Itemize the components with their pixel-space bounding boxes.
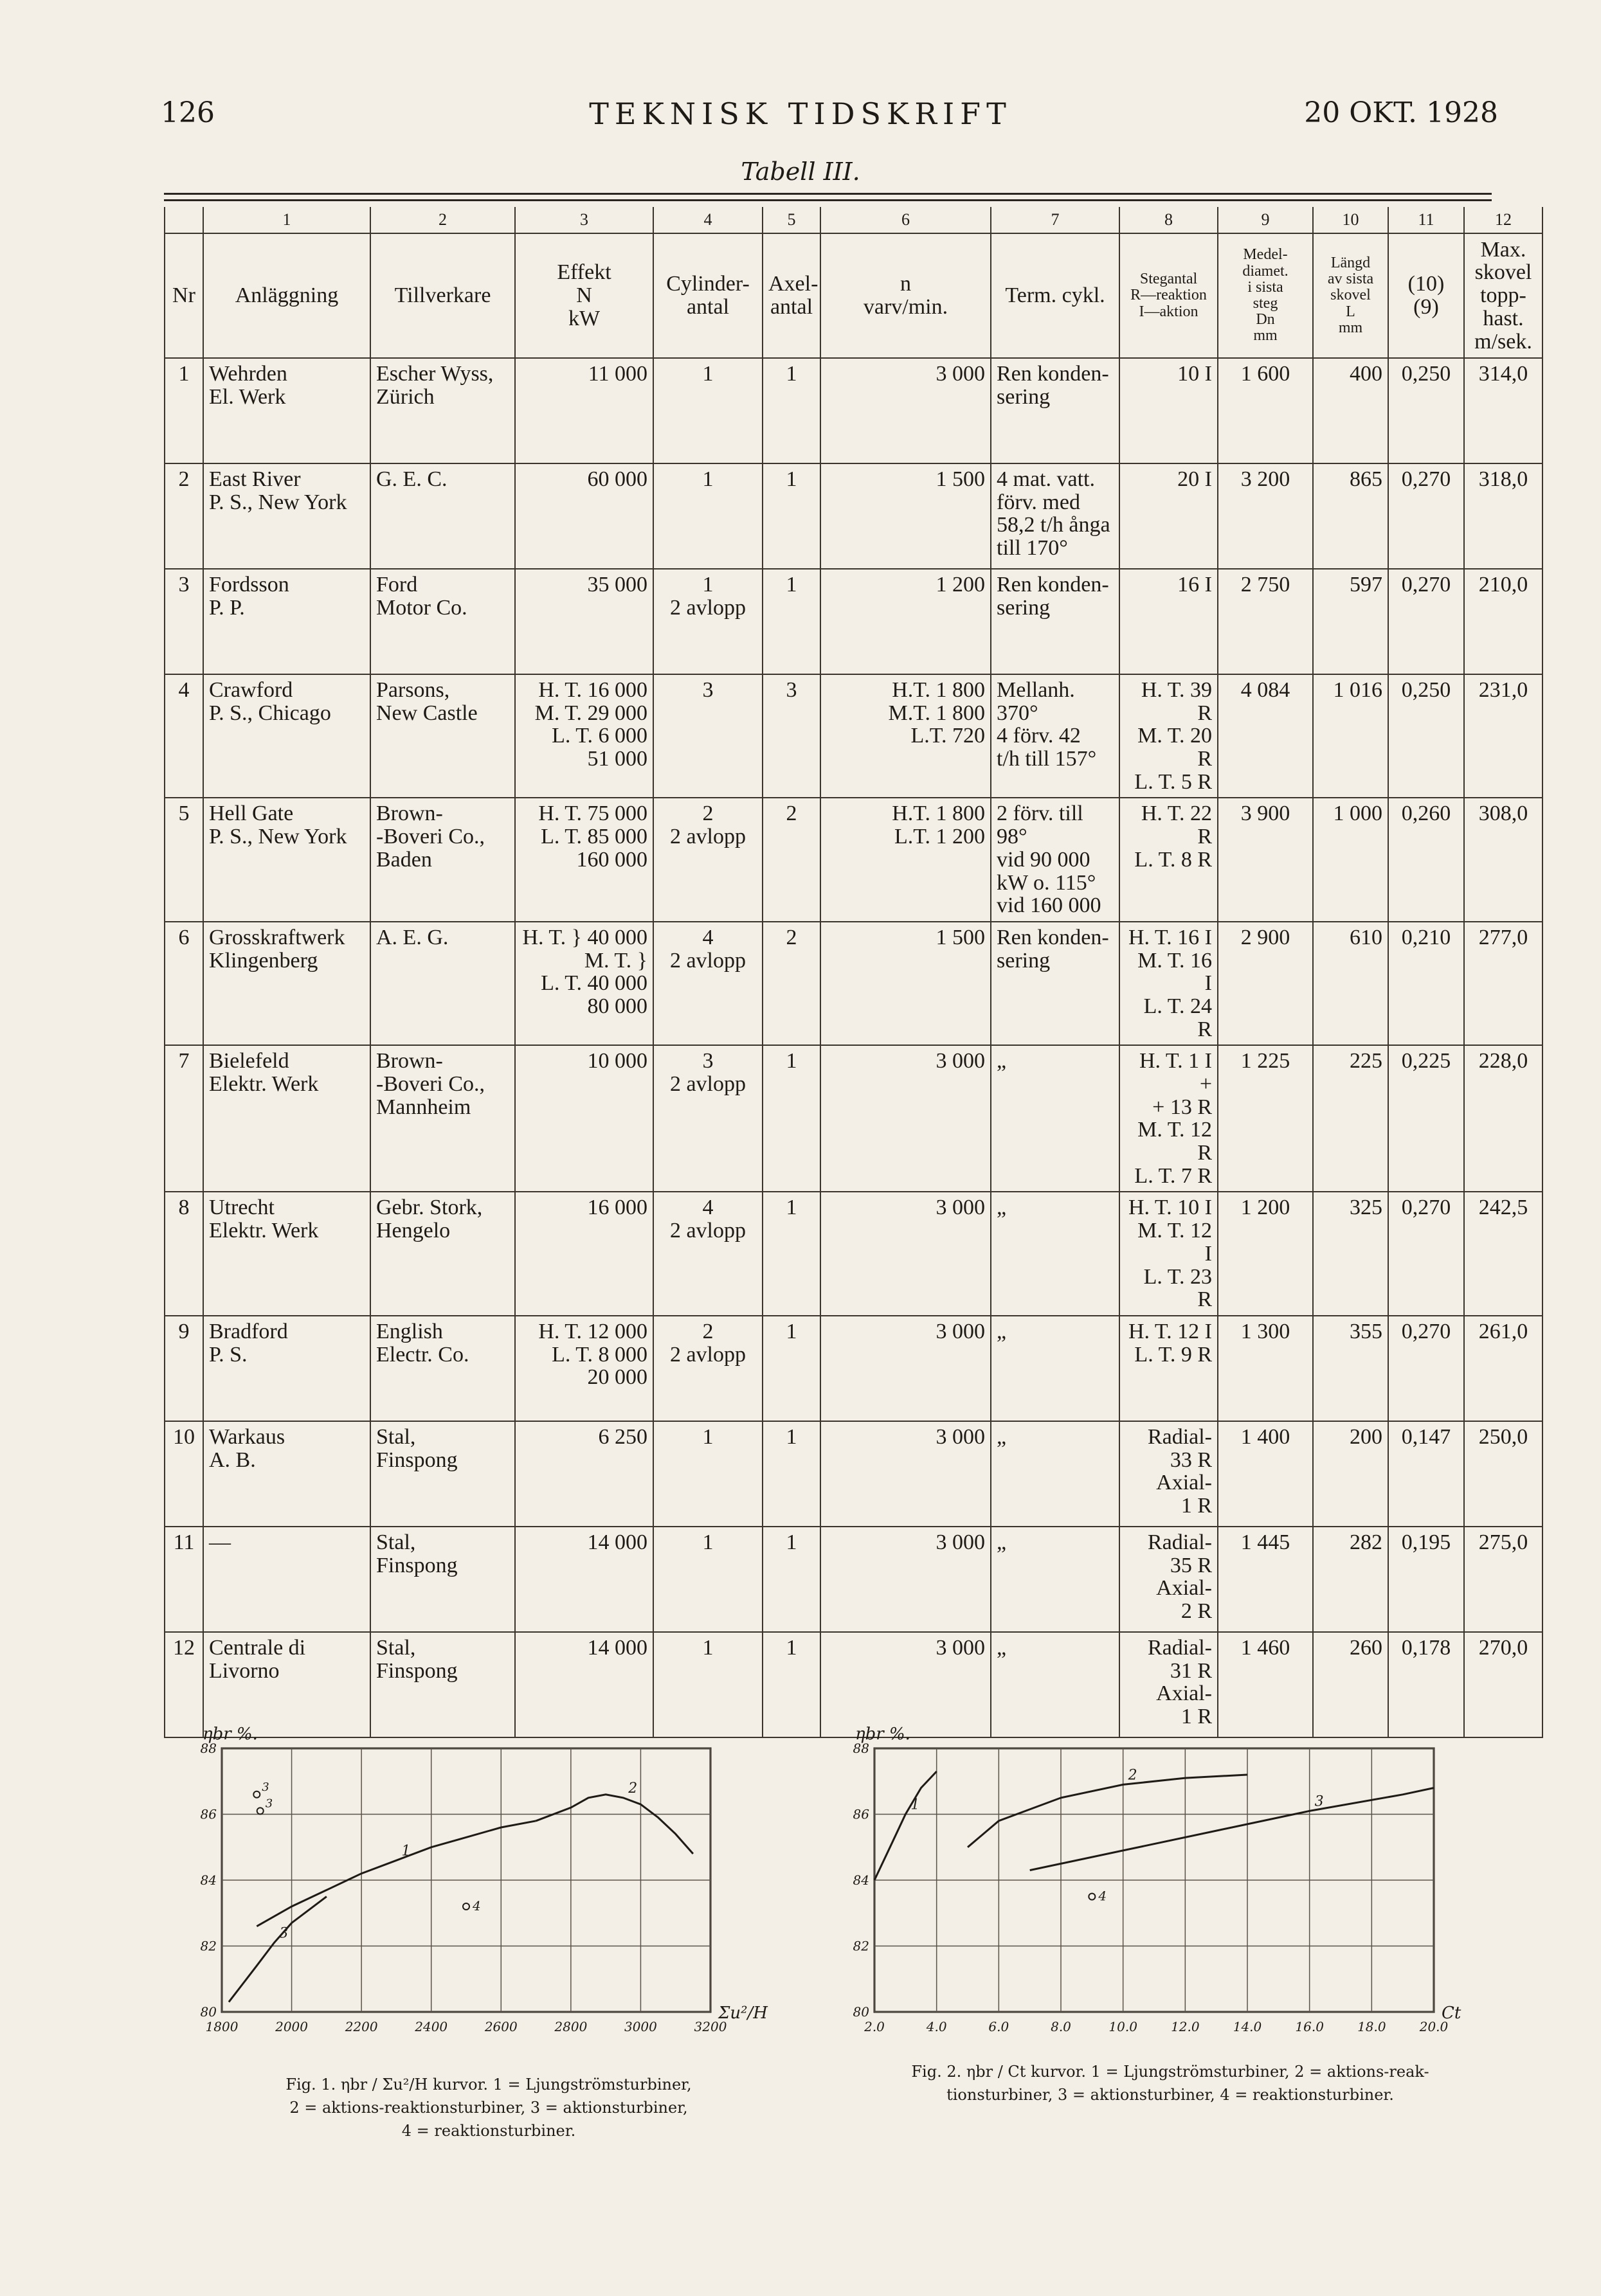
figure-2 bbox=[836, 1710, 1479, 2072]
column-number: 5 bbox=[763, 207, 820, 233]
y-tick-label: 84 bbox=[853, 1872, 869, 1888]
y-tick-label: 82 bbox=[200, 1938, 217, 1954]
series-line bbox=[968, 1775, 1247, 1847]
cycle-cell: „ bbox=[991, 1527, 1119, 1632]
tip-speed-cell: 242,5 bbox=[1464, 1192, 1542, 1315]
row-number: 11 bbox=[165, 1527, 203, 1632]
page-number: 126 bbox=[161, 96, 215, 129]
ratio-cell: 0,270 bbox=[1388, 463, 1464, 569]
blade-length-cell: 1 016 bbox=[1313, 674, 1388, 798]
x-tick-label: 2.0 bbox=[864, 2019, 885, 2034]
axles-cell: 1 bbox=[763, 1045, 820, 1192]
data-point bbox=[463, 1903, 469, 1910]
cycle-cell: Ren konden- sering bbox=[991, 358, 1119, 463]
stages-cell: 10 I bbox=[1119, 358, 1218, 463]
power-cell: 6 250 bbox=[515, 1421, 653, 1527]
x-tick-label: 3200 bbox=[694, 2019, 727, 2034]
ratio-cell: 0,210 bbox=[1388, 922, 1464, 1045]
chart-fig2 bbox=[836, 1710, 1479, 2070]
stages-cell: Radial- 35 R Axial- 2 R bbox=[1119, 1527, 1218, 1632]
cycle-cell: „ bbox=[991, 1192, 1119, 1315]
issue-date: 20 OKT. 1928 bbox=[1304, 96, 1498, 129]
power-cell: H. T. 12 000 L. T. 8 000 20 000 bbox=[515, 1316, 653, 1421]
cycle-cell: „ bbox=[991, 1045, 1119, 1192]
stages-cell: Radial- 33 R Axial- 1 R bbox=[1119, 1421, 1218, 1527]
x-tick-label: 8.0 bbox=[1051, 2019, 1071, 2034]
column-number-row bbox=[165, 207, 1542, 233]
header-blade-length: Längd av sista skovel L mm bbox=[1313, 233, 1388, 358]
series-label: 3 bbox=[1314, 1793, 1324, 1810]
diameter-cell: 1 300 bbox=[1218, 1316, 1313, 1421]
series-label: 1 bbox=[401, 1843, 411, 1860]
plant-cell: Bielefeld Elektr. Werk bbox=[203, 1045, 370, 1192]
y-tick-label: 86 bbox=[200, 1806, 217, 1822]
ratio-cell: 0,250 bbox=[1388, 674, 1464, 798]
table-row bbox=[165, 1421, 1542, 1527]
x-tick-label: 3000 bbox=[624, 2019, 657, 2034]
rpm-cell: 3 000 bbox=[820, 1316, 991, 1421]
blade-length-cell: 225 bbox=[1313, 1045, 1388, 1192]
stages-cell: H. T. 22 R L. T. 8 R bbox=[1119, 798, 1218, 921]
row-number: 1 bbox=[165, 358, 203, 463]
diameter-cell: 1 460 bbox=[1218, 1632, 1313, 1737]
diameter-cell: 3 200 bbox=[1218, 463, 1313, 569]
column-number: 7 bbox=[991, 207, 1119, 233]
plant-cell: Warkaus A. B. bbox=[203, 1421, 370, 1527]
manufacturer-cell: Gebr. Stork, Hengelo bbox=[370, 1192, 515, 1315]
cylinders-cell: 1 bbox=[653, 1527, 763, 1632]
series-line bbox=[1030, 1788, 1434, 1870]
column-number: 4 bbox=[653, 207, 763, 233]
table-row bbox=[165, 1527, 1542, 1632]
data-point bbox=[257, 1807, 264, 1814]
header-power: Effekt N kW bbox=[515, 233, 653, 358]
tip-speed-cell: 261,0 bbox=[1464, 1316, 1542, 1421]
ratio-cell: 0,270 bbox=[1388, 569, 1464, 674]
axles-cell: 3 bbox=[763, 674, 820, 798]
ratio-cell: 0,270 bbox=[1388, 1192, 1464, 1315]
y-tick-label: 84 bbox=[200, 1872, 217, 1888]
header-plant: Anläggning bbox=[203, 233, 370, 358]
x-tick-label: 6.0 bbox=[988, 2019, 1009, 2034]
row-number: 6 bbox=[165, 922, 203, 1045]
tip-speed-cell: 270,0 bbox=[1464, 1632, 1542, 1737]
figure-1-caption bbox=[199, 2073, 778, 2142]
header-thermal-cycle: Term. cykl. bbox=[991, 233, 1119, 358]
y-axis-label: ηbr %. bbox=[855, 1725, 910, 1744]
manufacturer-cell: A. E. G. bbox=[370, 922, 515, 1045]
x-tick-label: 20.0 bbox=[1419, 2019, 1449, 2034]
ratio-cell: 0,178 bbox=[1388, 1632, 1464, 1737]
axles-cell: 2 bbox=[763, 922, 820, 1045]
table-row bbox=[165, 1316, 1542, 1421]
table-body bbox=[165, 358, 1542, 1737]
manufacturer-cell: Brown- -Boveri Co., Baden bbox=[370, 798, 515, 921]
row-number: 2 bbox=[165, 463, 203, 569]
ratio-cell: 0,270 bbox=[1388, 1316, 1464, 1421]
power-cell: 14 000 bbox=[515, 1632, 653, 1737]
cylinders-cell: 4 2 avlopp bbox=[653, 922, 763, 1045]
axles-cell: 1 bbox=[763, 1527, 820, 1632]
series-label: 1 bbox=[910, 1797, 920, 1813]
blade-length-cell: 400 bbox=[1313, 358, 1388, 463]
table-row bbox=[165, 922, 1542, 1045]
table-row bbox=[165, 1192, 1542, 1315]
series-label: 3 bbox=[279, 1925, 289, 1942]
cycle-cell: Mellanh. 370° 4 förv. 42 t/h till 157° bbox=[991, 674, 1119, 798]
x-axis-label: Ct bbox=[1442, 2004, 1461, 2023]
column-number: 10 bbox=[1313, 207, 1388, 233]
plant-cell: — bbox=[203, 1527, 370, 1632]
cycle-cell: 4 mat. vatt. förv. med 58,2 t/h ånga till 170° bbox=[991, 463, 1119, 569]
x-axis-label: Σu²/H bbox=[718, 2004, 768, 2023]
row-number: 7 bbox=[165, 1045, 203, 1192]
cylinders-cell: 4 2 avlopp bbox=[653, 1192, 763, 1315]
turbine-table bbox=[164, 207, 1543, 1738]
header-tip-speed: Max. skovel topp- hast. m/sek. bbox=[1464, 233, 1542, 358]
x-tick-label: 10.0 bbox=[1108, 2019, 1137, 2034]
series-line bbox=[536, 1795, 693, 1854]
plant-cell: Hell Gate P. S., New York bbox=[203, 798, 370, 921]
axles-cell: 1 bbox=[763, 1192, 820, 1315]
figure-2-caption bbox=[849, 2060, 1492, 2106]
caption-line: 4 = reaktionsturbiner. bbox=[401, 2122, 576, 2140]
power-cell: 16 000 bbox=[515, 1192, 653, 1315]
manufacturer-cell: Parsons, New Castle bbox=[370, 674, 515, 798]
cycle-cell: Ren konden- sering bbox=[991, 922, 1119, 1045]
tip-speed-cell: 228,0 bbox=[1464, 1045, 1542, 1192]
power-cell: 14 000 bbox=[515, 1527, 653, 1632]
data-point bbox=[1089, 1894, 1095, 1900]
blade-length-cell: 325 bbox=[1313, 1192, 1388, 1315]
x-tick-label: 18.0 bbox=[1357, 2019, 1386, 2034]
cylinders-cell: 3 bbox=[653, 674, 763, 798]
rpm-cell: H.T. 1 800 L.T. 1 200 bbox=[820, 798, 991, 921]
tip-speed-cell: 308,0 bbox=[1464, 798, 1542, 921]
rpm-cell: 3 000 bbox=[820, 1045, 991, 1192]
header-manufacturer: Tillverkare bbox=[370, 233, 515, 358]
diameter-cell: 1 445 bbox=[1218, 1527, 1313, 1632]
table-row bbox=[165, 798, 1542, 921]
rpm-cell: 1 500 bbox=[820, 463, 991, 569]
cylinders-cell: 2 2 avlopp bbox=[653, 1316, 763, 1421]
stages-cell: 20 I bbox=[1119, 463, 1218, 569]
axles-cell: 1 bbox=[763, 1421, 820, 1527]
blade-length-cell: 260 bbox=[1313, 1632, 1388, 1737]
header-mean-diameter: Medel- diamet. i sista steg Dn mm bbox=[1218, 233, 1313, 358]
power-cell: H. T. 75 000 L. T. 85 000 160 000 bbox=[515, 798, 653, 921]
column-number: 1 bbox=[203, 207, 370, 233]
x-tick-label: 2200 bbox=[345, 2019, 378, 2034]
plant-cell: Centrale di Livorno bbox=[203, 1632, 370, 1737]
diameter-cell: 1 600 bbox=[1218, 358, 1313, 463]
figure-1 bbox=[164, 1710, 781, 2072]
rpm-cell: 3 000 bbox=[820, 358, 991, 463]
diameter-cell: 1 200 bbox=[1218, 1192, 1313, 1315]
caption-line: 2 = aktions-reaktionsturbiner, 3 = aktionsturbiner, bbox=[289, 2099, 688, 2117]
cycle-cell: „ bbox=[991, 1316, 1119, 1421]
series-label: 3 bbox=[265, 1797, 273, 1811]
table-row bbox=[165, 1045, 1542, 1192]
x-tick-label: 2400 bbox=[415, 2019, 448, 2034]
series-label: 4 bbox=[473, 1898, 481, 1914]
rpm-cell: 3 000 bbox=[820, 1527, 991, 1632]
y-tick-label: 82 bbox=[853, 1938, 869, 1954]
blade-length-cell: 1 000 bbox=[1313, 798, 1388, 921]
header-axles: Axel- antal bbox=[763, 233, 820, 358]
diameter-cell: 2 750 bbox=[1218, 569, 1313, 674]
tip-speed-cell: 314,0 bbox=[1464, 358, 1542, 463]
x-tick-label: 1800 bbox=[205, 2019, 239, 2034]
manufacturer-cell: G. E. C. bbox=[370, 463, 515, 569]
plant-cell: East River P. S., New York bbox=[203, 463, 370, 569]
stages-cell: H. T. 12 I L. T. 9 R bbox=[1119, 1316, 1218, 1421]
tip-speed-cell: 275,0 bbox=[1464, 1527, 1542, 1632]
rpm-cell: H.T. 1 800 M.T. 1 800 L.T. 720 bbox=[820, 674, 991, 798]
y-axis-label: ηbr %. bbox=[203, 1725, 258, 1744]
ratio-cell: 0,147 bbox=[1388, 1421, 1464, 1527]
x-tick-label: 4.0 bbox=[926, 2019, 947, 2034]
series-line bbox=[874, 1771, 937, 1880]
x-tick-label: 16.0 bbox=[1295, 2019, 1324, 2034]
power-cell: H. T. } 40 000 M. T. } L. T. 40 000 80 000 bbox=[515, 922, 653, 1045]
series-label: 4 bbox=[1098, 1888, 1107, 1904]
tip-speed-cell: 277,0 bbox=[1464, 922, 1542, 1045]
row-number: 4 bbox=[165, 674, 203, 798]
blade-length-cell: 610 bbox=[1313, 922, 1388, 1045]
stages-cell: H. T. 1 I + + 13 R M. T. 12 R L. T. 7 R bbox=[1119, 1045, 1218, 1192]
power-cell: 35 000 bbox=[515, 569, 653, 674]
column-number: 2 bbox=[370, 207, 515, 233]
x-tick-label: 12.0 bbox=[1171, 2019, 1200, 2034]
row-number: 10 bbox=[165, 1421, 203, 1527]
cylinders-cell: 2 2 avlopp bbox=[653, 798, 763, 921]
plant-cell: Wehrden El. Werk bbox=[203, 358, 370, 463]
axles-cell: 1 bbox=[763, 1316, 820, 1421]
manufacturer-cell: English Electr. Co. bbox=[370, 1316, 515, 1421]
axles-cell: 1 bbox=[763, 1632, 820, 1737]
data-point bbox=[253, 1791, 260, 1798]
header-rpm: n varv/min. bbox=[820, 233, 991, 358]
series-label: 2 bbox=[628, 1780, 638, 1797]
column-header-row bbox=[165, 233, 1542, 358]
y-tick-label: 88 bbox=[853, 1741, 869, 1756]
diameter-cell: 2 900 bbox=[1218, 922, 1313, 1045]
stages-cell: Radial- 31 R Axial- 1 R bbox=[1119, 1632, 1218, 1737]
rpm-cell: 3 000 bbox=[820, 1192, 991, 1315]
blade-length-cell: 597 bbox=[1313, 569, 1388, 674]
column-number: 11 bbox=[1388, 207, 1464, 233]
manufacturer-cell: Stal, Finspong bbox=[370, 1632, 515, 1737]
cycle-cell: „ bbox=[991, 1632, 1119, 1737]
y-tick-label: 80 bbox=[200, 2004, 217, 2020]
caption-line: Fig. 1. ηbr / Σu²/H kurvor. 1 = Ljungströmsturbiner, bbox=[285, 2076, 692, 2094]
manufacturer-cell: Stal, Finspong bbox=[370, 1421, 515, 1527]
row-number: 12 bbox=[165, 1632, 203, 1737]
power-cell: H. T. 16 000 M. T. 29 000 L. T. 6 000 51 000 bbox=[515, 674, 653, 798]
x-tick-label: 14.0 bbox=[1233, 2019, 1262, 2034]
power-cell: 11 000 bbox=[515, 358, 653, 463]
diameter-cell: 4 084 bbox=[1218, 674, 1313, 798]
blade-length-cell: 355 bbox=[1313, 1316, 1388, 1421]
plant-cell: Grosskraftwerk Klingenberg bbox=[203, 922, 370, 1045]
series-line bbox=[229, 1897, 327, 2002]
blade-length-cell: 282 bbox=[1313, 1527, 1388, 1632]
manufacturer-cell: Brown- -Boveri Co., Mannheim bbox=[370, 1045, 515, 1192]
x-tick-label: 2600 bbox=[484, 2019, 518, 2034]
y-tick-label: 88 bbox=[200, 1741, 217, 1756]
row-number: 9 bbox=[165, 1316, 203, 1421]
header-stages: Stegantal R—reaktion I—aktion bbox=[1119, 233, 1218, 358]
table-caption: Tabell III. bbox=[741, 157, 860, 186]
stages-cell: H. T. 39 R M. T. 20 R L. T. 5 R bbox=[1119, 674, 1218, 798]
header-rule bbox=[164, 199, 1492, 201]
column-number: 6 bbox=[820, 207, 991, 233]
axles-cell: 1 bbox=[763, 358, 820, 463]
stages-cell: 16 I bbox=[1119, 569, 1218, 674]
cylinders-cell: 1 bbox=[653, 463, 763, 569]
table-row bbox=[165, 463, 1542, 569]
diameter-cell: 1 225 bbox=[1218, 1045, 1313, 1192]
tip-speed-cell: 231,0 bbox=[1464, 674, 1542, 798]
series-label: 2 bbox=[1128, 1767, 1137, 1784]
stages-cell: H. T. 10 I M. T. 12 I L. T. 23 R bbox=[1119, 1192, 1218, 1315]
header-rule bbox=[164, 193, 1492, 195]
cycle-cell: Ren konden- sering bbox=[991, 569, 1119, 674]
table-row bbox=[165, 674, 1542, 798]
ratio-cell: 0,250 bbox=[1388, 358, 1464, 463]
manufacturer-cell: Escher Wyss, Zürich bbox=[370, 358, 515, 463]
cycle-cell: „ bbox=[991, 1421, 1119, 1527]
manufacturer-cell: Ford Motor Co. bbox=[370, 569, 515, 674]
row-number: 8 bbox=[165, 1192, 203, 1315]
column-number: 12 bbox=[1464, 207, 1542, 233]
x-tick-label: 2000 bbox=[275, 2019, 309, 2034]
journal-title: TEKNISK TIDSKRIFT bbox=[589, 96, 1012, 131]
series-line bbox=[257, 1821, 536, 1926]
series-label: 3 bbox=[262, 1780, 269, 1794]
plant-cell: Utrecht Elektr. Werk bbox=[203, 1192, 370, 1315]
manufacturer-cell: Stal, Finspong bbox=[370, 1527, 515, 1632]
stages-cell: H. T. 16 I M. T. 16 I L. T. 24 R bbox=[1119, 922, 1218, 1045]
power-cell: 10 000 bbox=[515, 1045, 653, 1192]
rpm-cell: 1 500 bbox=[820, 922, 991, 1045]
power-cell: 60 000 bbox=[515, 463, 653, 569]
plant-cell: Crawford P. S., Chicago bbox=[203, 674, 370, 798]
axles-cell: 1 bbox=[763, 569, 820, 674]
diameter-cell: 3 900 bbox=[1218, 798, 1313, 921]
diameter-cell: 1 400 bbox=[1218, 1421, 1313, 1527]
caption-line: tionsturbiner, 3 = aktionsturbiner, 4 = reaktionsturbiner. bbox=[946, 2086, 1394, 2104]
cylinders-cell: 1 bbox=[653, 1421, 763, 1527]
rpm-cell: 3 000 bbox=[820, 1632, 991, 1737]
tip-speed-cell: 318,0 bbox=[1464, 463, 1542, 569]
header-ratio: (10) (9) bbox=[1388, 233, 1464, 358]
cycle-cell: 2 förv. till 98° vid 90 000 kW o. 115° vid 160 000 bbox=[991, 798, 1119, 921]
blade-length-cell: 200 bbox=[1313, 1421, 1388, 1527]
row-number: 5 bbox=[165, 798, 203, 921]
chart-fig1 bbox=[164, 1710, 781, 2070]
tip-speed-cell: 210,0 bbox=[1464, 569, 1542, 674]
ratio-cell: 0,260 bbox=[1388, 798, 1464, 921]
plant-cell: Bradford P. S. bbox=[203, 1316, 370, 1421]
header-nr: Nr bbox=[165, 233, 203, 358]
table-row bbox=[165, 569, 1542, 674]
axles-cell: 1 bbox=[763, 463, 820, 569]
caption-line: Fig. 2. ηbr / Ct kurvor. 1 = Ljungströmsturbiner, 2 = aktions-reak- bbox=[911, 2063, 1429, 2081]
plant-cell: Fordsson P. P. bbox=[203, 569, 370, 674]
cylinders-cell: 3 2 avlopp bbox=[653, 1045, 763, 1192]
ratio-cell: 0,195 bbox=[1388, 1527, 1464, 1632]
y-tick-label: 80 bbox=[853, 2004, 869, 2020]
tip-speed-cell: 250,0 bbox=[1464, 1421, 1542, 1527]
column-number: 9 bbox=[1218, 207, 1313, 233]
cylinders-cell: 1 bbox=[653, 358, 763, 463]
axles-cell: 2 bbox=[763, 798, 820, 921]
blade-length-cell: 865 bbox=[1313, 463, 1388, 569]
rpm-cell: 3 000 bbox=[820, 1421, 991, 1527]
rpm-cell: 1 200 bbox=[820, 569, 991, 674]
header-cylinders: Cylinder- antal bbox=[653, 233, 763, 358]
table-row bbox=[165, 358, 1542, 463]
y-tick-label: 86 bbox=[853, 1806, 869, 1822]
x-tick-label: 2800 bbox=[554, 2019, 588, 2034]
row-number: 3 bbox=[165, 569, 203, 674]
cylinders-cell: 1 2 avlopp bbox=[653, 569, 763, 674]
cylinders-cell: 1 bbox=[653, 1632, 763, 1737]
column-number: 3 bbox=[515, 207, 653, 233]
ratio-cell: 0,225 bbox=[1388, 1045, 1464, 1192]
column-number: 8 bbox=[1119, 207, 1218, 233]
